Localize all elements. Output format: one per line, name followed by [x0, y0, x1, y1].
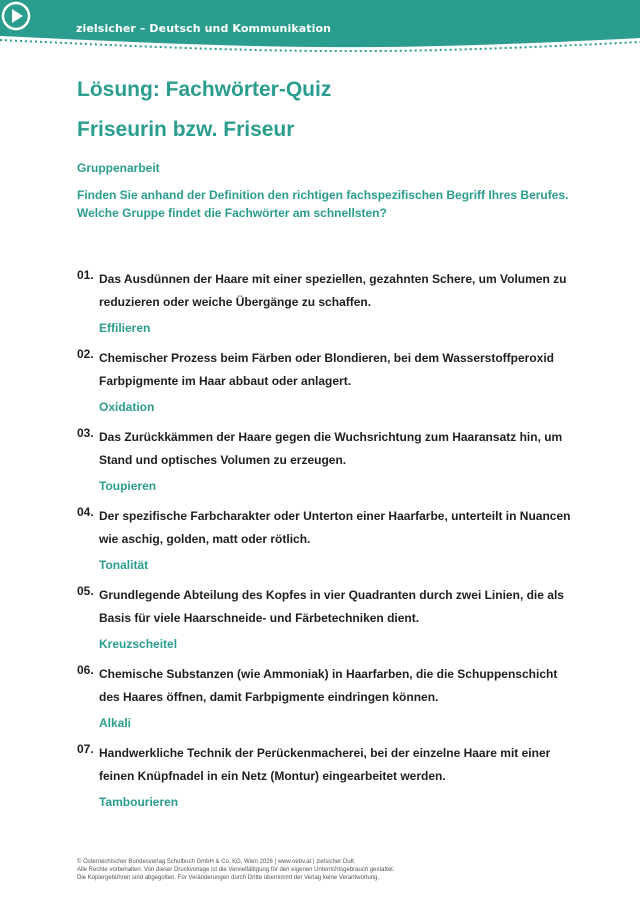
question-line: wie aschig, golden, matt oder rötlich.	[99, 532, 311, 546]
answer: Effilieren	[99, 321, 151, 335]
footer-rights: Alle Rechte vorbehalten. Von dieser Druckvorlage ist die Vervielfältigung für den eigenen Unterrichtsgebrauch gestattet.	[77, 867, 395, 873]
question-text	[99, 584, 579, 630]
question-line: Der spezifische Farbcharakter oder Unterton einer Haarfarbe, unterteilt in Nuancen	[99, 509, 571, 523]
question-number: 06.	[77, 663, 94, 677]
header-banner	[0, 0, 640, 52]
question-line: Stand und optisches Volumen zu erzeugen.	[99, 453, 347, 467]
question-number: 01.	[77, 268, 94, 282]
section-heading: Gruppenarbeit	[77, 161, 160, 175]
instructions	[77, 186, 597, 222]
footer-copyright: © Österreichischer Bundesverlag Schulbuch GmbH & Co. KG, Wien 2026 | www.oebv.at | zielsicher DuK	[77, 859, 355, 865]
question-line: feinen Knüpfnadel in ein Netz (Montur) eingearbeitet werden.	[99, 769, 446, 783]
question-number: 03.	[77, 426, 94, 440]
question-item	[77, 505, 597, 584]
question-item	[77, 663, 597, 742]
instructions-line-2: Welche Gruppe findet die Fachwörter am schnellsten?	[77, 206, 387, 220]
question-number: 04.	[77, 505, 94, 519]
answer: Kreuzscheitel	[99, 637, 178, 651]
question-text	[99, 347, 579, 393]
answer: Toupieren	[99, 479, 157, 493]
question-number: 02.	[77, 347, 94, 361]
question-text	[99, 268, 579, 314]
question-line: Basis für viele Haarschneide- und Färbetechniken dient.	[99, 611, 420, 625]
question-item	[77, 742, 597, 821]
question-item	[77, 426, 597, 505]
question-line: Chemische Substanzen (wie Ammoniak) in Haarfarben, die die Schuppenschicht	[99, 667, 558, 681]
instructions-line-1: Finden Sie anhand der Definition den richtigen fachspezifischen Begriff Ihres Berufes.	[77, 188, 569, 202]
play-icon	[0, 0, 32, 32]
question-line: reduzieren oder weiche Übergänge zu schaffen.	[99, 295, 372, 309]
footer-disclaimer: Die Kopiergebühren sind abgegolten. Für Veränderungen durch Dritte übernimmt der Verlag keine Verantwortung.	[77, 875, 380, 881]
answer: Tonalität	[99, 558, 149, 572]
question-line: Handwerkliche Technik der Perückenmacherei, bei der einzelne Haare mit einer	[99, 746, 551, 760]
question-number: 07.	[77, 742, 94, 756]
footer	[77, 858, 597, 882]
answer: Tambourieren	[99, 795, 179, 809]
question-line: Chemischer Prozess beim Färben oder Blondieren, bei dem Wasserstoffperoxid	[99, 351, 555, 365]
question-line: des Haares öffnen, damit Farbpigmente eindringen können.	[99, 690, 439, 704]
question-text	[99, 663, 579, 709]
question-item	[77, 268, 597, 347]
question-list	[77, 268, 597, 821]
page-title: Lösung: Fachwörter-Quiz	[77, 78, 332, 101]
question-text	[99, 426, 579, 472]
answer: Alkali	[99, 716, 132, 730]
question-line: Das Ausdünnen der Haare mit einer speziellen, gezahnten Schere, um Volumen zu	[99, 272, 567, 286]
question-text	[99, 742, 579, 788]
question-line: Grundlegende Abteilung des Kopfes in vier Quadranten durch zwei Linien, die als	[99, 588, 564, 602]
question-item	[77, 584, 597, 663]
brand-title: zielsicher – Deutsch und Kommunikation	[76, 22, 332, 35]
question-text	[99, 505, 579, 551]
question-line: Das Zurückkämmen der Haare gegen die Wuchsrichtung zum Haaransatz hin, um	[99, 430, 563, 444]
answer: Oxidation	[99, 400, 155, 414]
page-subtitle: Friseurin bzw. Friseur	[77, 118, 295, 141]
question-number: 05.	[77, 584, 94, 598]
question-item	[77, 347, 597, 426]
question-line: Farbpigmente im Haar abbaut oder anlagert.	[99, 374, 352, 388]
